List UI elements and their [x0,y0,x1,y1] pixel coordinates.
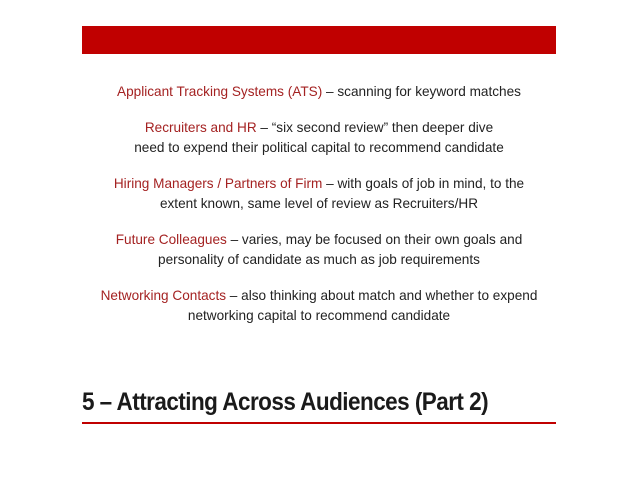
audience-hiring-managers-text-2: extent known, same level of review as Recruiters/HR [159,196,479,211]
audience-hiring-managers [76,174,562,214]
audience-ats-text: – scanning for keyword matches [322,84,521,99]
audience-future-colleagues-text: – varies, may be focused on their own goals and [226,232,523,247]
audience-recruiters-text: – “six second review” then deeper dive [256,120,494,135]
audience-recruiters [76,118,562,158]
title-underline [82,422,556,424]
audience-recruiters-text-2: need to expend their political capital to recommend candidate [134,140,504,155]
audience-list [76,82,562,326]
audience-networking-contacts [76,286,562,326]
audience-ats [76,82,562,102]
audience-hiring-managers-text: – with goals of job in mind, to the [322,176,525,191]
audience-networking-contacts-lead: Networking Contacts [100,288,227,303]
slide-title: 5 – Attracting Across Audiences (Part 2) [82,388,489,416]
header-accent-bar [82,26,556,54]
audience-future-colleagues-lead: Future Colleagues [115,232,227,247]
audience-future-colleagues-text-2: personality of candidate as much as job requirements [158,252,480,267]
audience-networking-contacts-text: – also thinking about match and whether to expend [226,288,538,303]
audience-ats-lead: Applicant Tracking Systems (ATS) [117,84,323,99]
audience-recruiters-lead: Recruiters and HR [144,120,257,135]
audience-future-colleagues [76,230,562,270]
audience-networking-contacts-text-2: networking capital to recommend candidate [187,308,451,323]
audience-hiring-managers-lead: Hiring Managers / Partners of Firm [113,176,323,191]
